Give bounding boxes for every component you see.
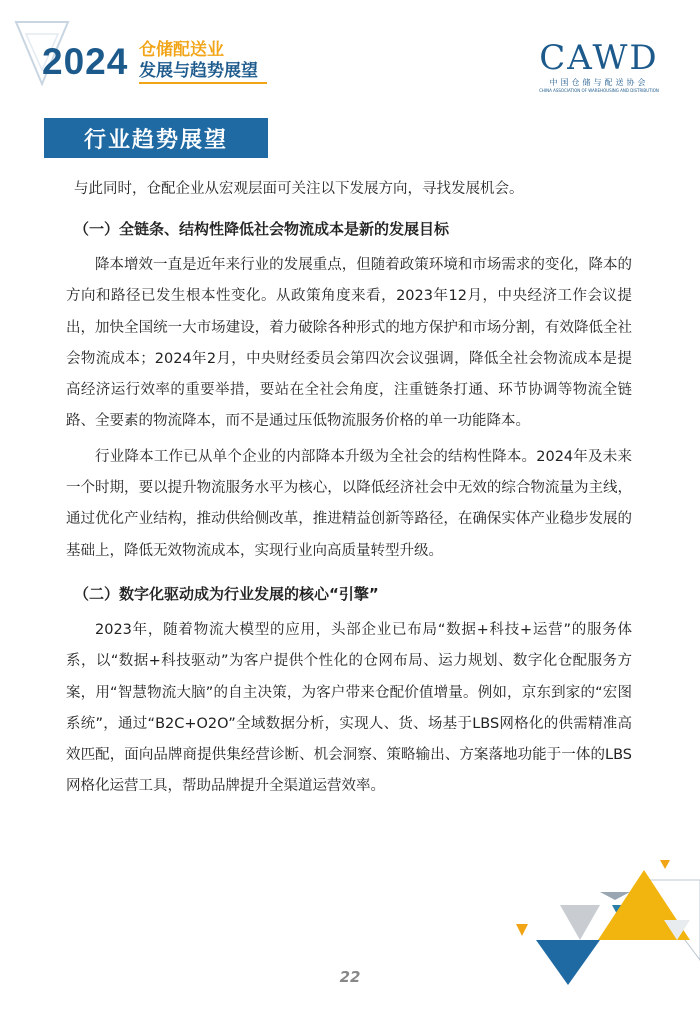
cawd-logo: CAWD bbox=[539, 38, 659, 78]
paragraph-2: 行业降本工作已从单个企业的内部降本升级为全社会的结构性降本。2024年及未来一个时期，要以提升物流服务水平为核心，以降低经济社会中无效的综合物流量为主线，通过优化产业结构，推动供给侧改革，推进精益创新等路径，在确保实体产业稳步发展的基础上，降低无效物流成本，实现行业向高质量转型升级。 bbox=[66, 448, 632, 559]
subheading-2: （二）数字化驱动成为行业发展的核心“引擎” bbox=[74, 584, 379, 603]
paragraph-3: 2023年，随着物流大模型的应用，头部企业已布局“数据+科技+运营”的服务体系，以“数据+科技驱动”为客户提供个性化的仓网布局、运力规划、数字化仓配服务方案，用“智慧物流大脑”的自主决策，为客户带来仓配价值增量。例如，京东到家的“宏图系统”，通过“B2C+O2O”全域数据分析，实现人、货、场基于LBS网格化的供需精准高效匹配，面向品牌商提供集经营诊断、机会洞察、策略输出、方案落地功能于一体的LBS网格化运营工具，帮助品牌提升全渠道运营效率。 bbox=[66, 621, 632, 795]
article-body bbox=[66, 176, 632, 807]
header-underline bbox=[139, 82, 267, 84]
subheading-1: （一）全链条、结构性降低社会物流成本是新的发展目标 bbox=[74, 220, 450, 238]
header-title-line2: 发展与趋势展望 bbox=[139, 61, 258, 81]
intro-paragraph: 与此同时，仓配企业从宏观层面可关注以下发展方向，寻找发展机会。 bbox=[74, 181, 524, 197]
section-title: 行业趋势展望 bbox=[44, 118, 268, 158]
header-title-line1: 仓储配送业 bbox=[139, 40, 224, 60]
logo-english-name: CHINA ASSOCIATION OF WAREHOUSING AND DISTRIBUTION bbox=[539, 88, 659, 93]
header-year: 2024 bbox=[42, 41, 129, 82]
paragraph-1: 降本增效一直是近年来行业的发展重点，但随着政策环境和市场需求的变化，降本的方向和路径已发生根本性变化。从政策角度来看，2023年12月，中央经济工作会议提出，加快全国统一大市场建设，着力破除各种形式的地方保护和市场分割，有效降低全社会物流成本；2024年2月，中央财经委员会第四次会议强调，降低全社会物流成本是提高经济运行效率的重要举措，要站在全社会角度，注重链条打通、环节协调等物流全链路、全要素的物流降本，而不是通过压低物流服务价格的单一功能降本。 bbox=[66, 257, 632, 430]
logo-chinese-name: 中国仓储与配送协会 bbox=[549, 78, 649, 87]
page-number: 22 bbox=[339, 968, 361, 986]
